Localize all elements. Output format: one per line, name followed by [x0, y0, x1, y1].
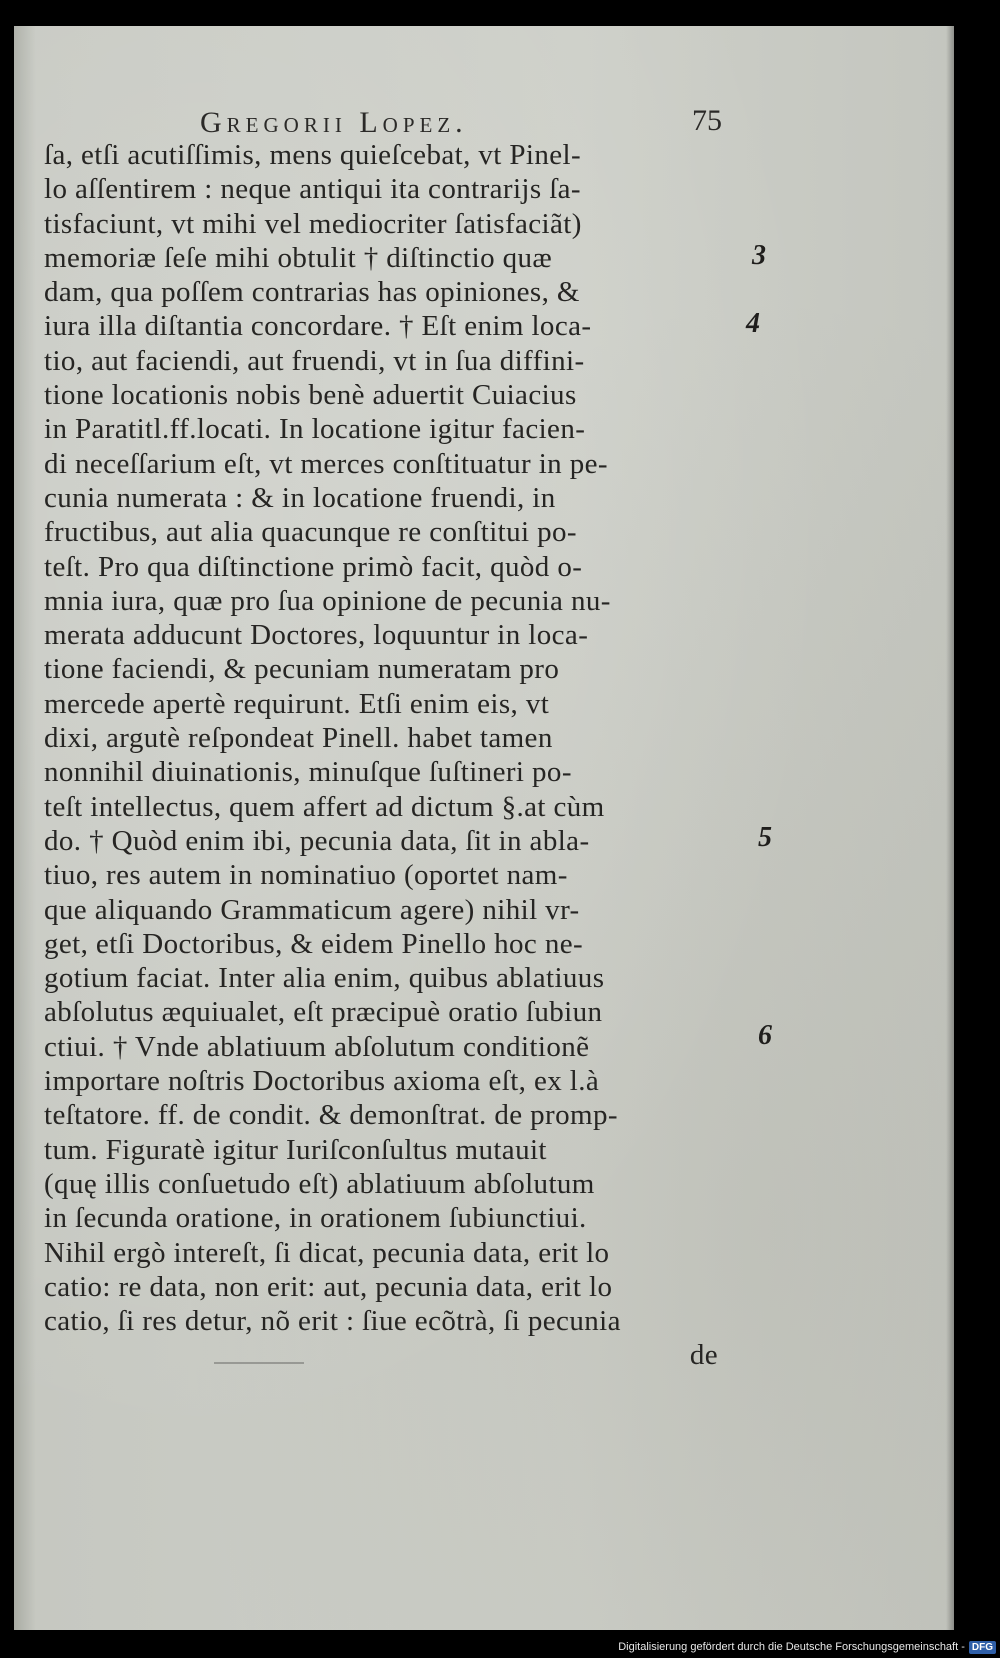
text-line: do. † Quòd enim ibi, pecunia data, ſit in abla-	[44, 824, 590, 857]
text-line: tum. Figuratè igitur Iuriſconſultus mutauit	[44, 1133, 547, 1166]
page-edge-shadow	[946, 26, 954, 1630]
catchword: de	[689, 1339, 718, 1372]
text-line: lo aſſentirem : neque antiqui ita contrarijs ſa-	[44, 173, 581, 206]
text-line: tiuo, res autem in nominatiuo (oportet nam-	[44, 859, 568, 892]
text-line: ctiui. † Vnde ablatiuum abſolutum conditionẽ	[44, 1030, 590, 1063]
text-line: mnia iura, quæ pro ſua opinione de pecunia nu-	[44, 584, 611, 617]
text-line: ſa, etſi acutiſſimis, mens quieſcebat, vt Pinel-	[44, 139, 582, 171]
page-number: 75	[692, 104, 722, 137]
text-line: merata adducunt Doctores, loquuntur in loca-	[44, 619, 589, 652]
text-line: tione locationis nobis benè aduertit Cuiacius	[44, 379, 577, 412]
ink-smudge	[214, 1362, 304, 1370]
text-line: dixi, argutè reſpondeat Pinell. habet tamen	[44, 722, 553, 755]
body-text	[44, 138, 724, 1373]
text-line: catio: re data, non erit: aut, pecunia data, erit lo	[44, 1270, 613, 1303]
text-line: memoriæ ſeſe mihi obtulit † diſtinctio quæ	[44, 241, 553, 274]
text-line: tio, aut faciendi, aut fruendi, vt in ſua diffini-	[44, 344, 585, 377]
margin-note: 4	[746, 308, 760, 339]
text-line: Nihil ergò intereſt, ſi dicat, pecunia data, erit lo	[44, 1236, 610, 1269]
text-line: importare noſtris Doctoribus axioma eſt, ex l.à	[44, 1065, 600, 1098]
text-line: que aliquando Grammaticum agere) nihil vr-	[44, 893, 580, 926]
text-line: tisfaciunt, vt mihi vel mediocriter ſatisfaciãt)	[44, 207, 582, 240]
text-line: cunia numerata : & in locatione fruendi, in	[44, 481, 556, 514]
footer-credit: Digitalisierung gefördert durch die Deutsche Forschungsgemeinschaft -	[618, 1641, 965, 1653]
text-line: in Paratitl.ff.locati. In locatione igitur facien-	[44, 413, 586, 446]
text-line: teſtatore. ff. de condit. & demonſtrat. de promp-	[44, 1099, 618, 1132]
text-line: get, etſi Doctoribus, & eidem Pinello hoc ne-	[44, 927, 584, 960]
text-line: (quę illis conſuetudo eſt) ablatiuum abſolutum	[44, 1167, 595, 1200]
text-line: iura illa diſtantia concordare. † Eſt enim loca-	[44, 310, 592, 343]
running-head: Gregorii Lopez.	[200, 106, 468, 139]
text-line: catio, ſi res detur, nõ erit : ſiue ecõtrà, ſi pecunia	[44, 1305, 621, 1338]
text-line: in ſecunda oratione, in orationem ſubiunctiui.	[44, 1202, 587, 1235]
text-line: mercede apertè requirunt. Etſi enim eis, vt	[44, 687, 550, 720]
text-line: nonnihil diuinationis, minuſque ſuſtineri po-	[44, 756, 572, 789]
text-line: abſolutus æquiualet, eſt præcipuè oratio ſubiun	[44, 996, 603, 1029]
margin-note: 5	[758, 822, 772, 853]
text-line: fructibus, aut alia quacunque re conſtitui po-	[44, 516, 577, 549]
margin-note: 6	[758, 1020, 772, 1051]
dfg-logo: DFG	[969, 1641, 996, 1654]
text-line: tione faciendi, & pecuniam numeratam pro	[44, 653, 560, 686]
footer-bar	[614, 1636, 1000, 1658]
text-line: di neceſſarium eſt, vt merces conſtituatur in pe-	[44, 447, 608, 480]
text-line: teſt intellectus, quem affert ad dictum §.at cùm	[44, 790, 605, 823]
text-line: dam, qua poſſem contrarias has opiniones, &	[44, 276, 580, 309]
margin-note: 3	[752, 240, 766, 271]
book-page	[14, 26, 954, 1630]
text-line: gotium faciat. Inter alia enim, quibus ablatiuus	[44, 962, 605, 995]
text-line: teſt. Pro qua diſtinctione primò facit, quòd o-	[44, 550, 583, 583]
